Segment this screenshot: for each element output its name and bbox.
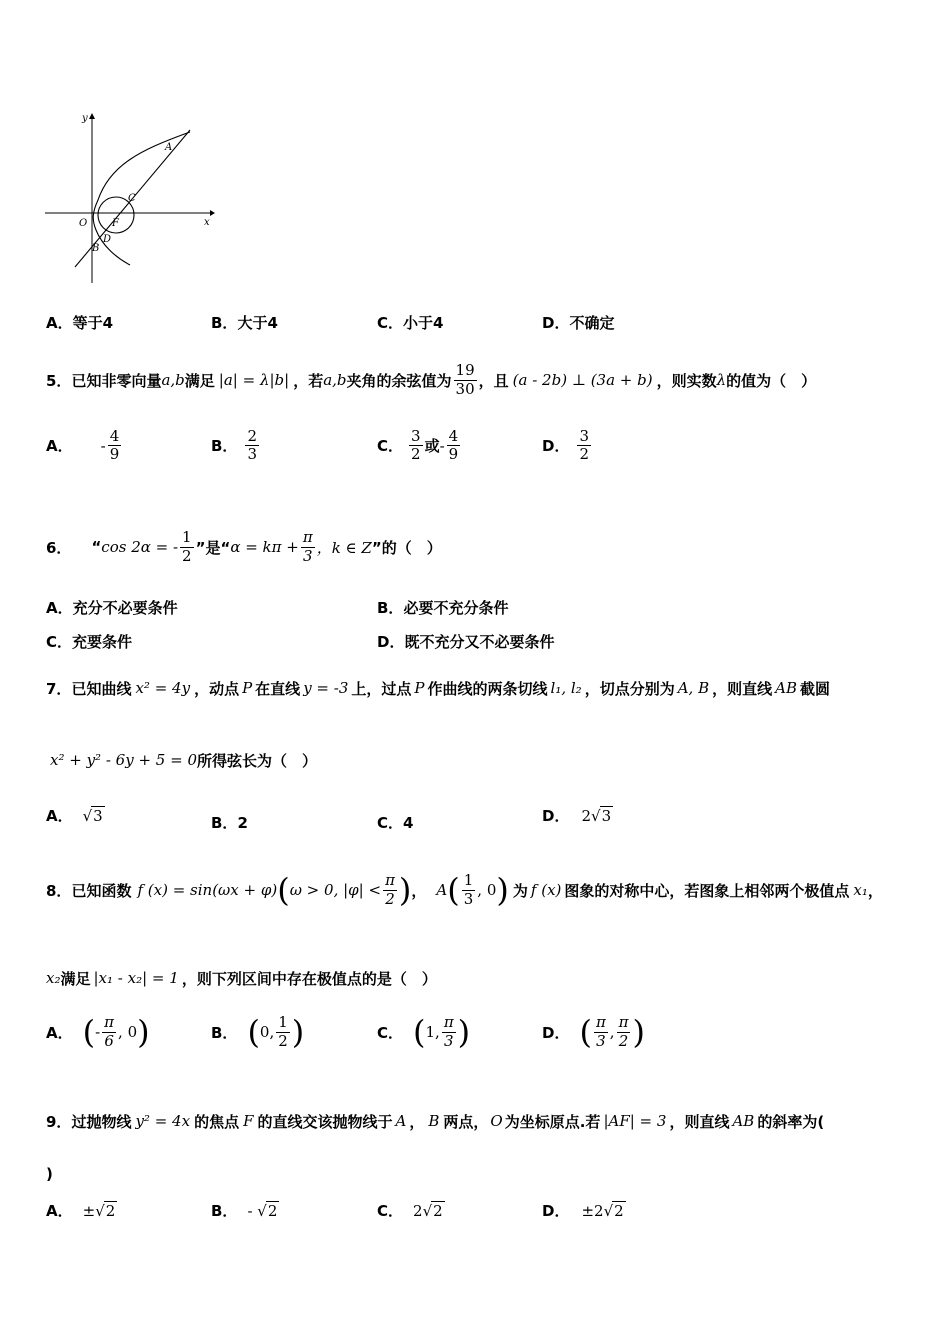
q6-option-a: A．充分不必要条件 [46,599,178,617]
q8-option-d: D． ( $\frac{\pi}{3}$ , $\frac{\pi}{2}$ ) [542,1013,645,1051]
q8-option-a: A． ( - $\frac{\pi}{6}$ , 0 ) [46,1013,150,1051]
q6-option-d: D．既不充分又不必要条件 [377,633,555,651]
q5-stem: 5． 已知非零向量 a,b 满足 |a| = λ|b| ，若 a,b 夹角的余弦值为 $\frac{19}{30}$ ，且 (a - 2b) ⊥ (3a + b) ，则实数 λ 的值为（ ） [46,361,817,398]
q4-option-b: B．大于4 [211,314,278,332]
q9-option-d: D． ±2√2 [542,1202,624,1220]
label-c: C [128,193,136,204]
q7-option-d: D． 2√3 [542,807,612,825]
q7-stem-line2: x² + y² - 6y + 5 = 0 所得弦长为（ ） [50,751,317,770]
label-a: A [165,142,173,153]
q5-option-c: C． $\frac{3}{2}$ 或 - $\frac{4}{9}$ [377,427,459,464]
q9-option-b: B． - √2 [211,1202,278,1220]
parabola-circle-figure [40,105,220,290]
q9-stem-line1: 9． 过抛物线 y² = 4x 的焦点 F 的直线交该抛物线于 A ， B 两点， O 为坐标原点.若 |AF| = 3 ，则直线 AB 的斜率为( [46,1112,825,1131]
label-y: y [82,113,88,124]
q7-option-c: C．4 [377,814,414,832]
q7-stem-line1: 7． 已知曲线 x² = 4y ，动点 P 在直线 y = -3 上，过点 P 作曲线的两条切线 l₁, l₂ ，切点分别为 A, B ，则直线 AB 截圆 [46,679,830,698]
q9-stem-line2: ) [46,1165,53,1183]
label-b: B [92,243,100,254]
label-o: O [79,218,88,229]
q5-option-d: D． $\frac{3}{2}$ [542,427,589,464]
q5-option-b: B． $\frac{2}{3}$ [211,427,257,464]
q6-option-c: C．充要条件 [46,633,133,651]
q9-option-c: C． 2√2 [377,1202,443,1220]
q4-option-a: A．等于4 [46,314,114,332]
q4-option-c: C．小于4 [377,314,444,332]
q6-option-b: B．必要不充分条件 [377,599,509,617]
q8-stem-line1: 8． 已知函数 f (x) = sin(ωx + φ) ( ω > 0, |φ| < $\frac{\pi}{2}$ ) ， A ( $\frac{1}{3}$ , 0 ) 为 f (x) 图象的对称中心，若图象上相邻两个极值点 x₁ ， [46,871,883,909]
q8-stem-line2: x₂ 满足 |x₁ - x₂| = 1 ，则下列区间中存在极值点的是（ ） [46,969,437,988]
q4-option-d: D．不确定 [542,314,615,332]
q5-option-a: A． - $\frac{4}{9}$ [46,427,120,464]
label-x: x [204,217,210,228]
label-d: D [103,234,112,245]
q8-option-c: C． ( 1, $\frac{\pi}{3}$ ) [377,1013,471,1051]
y-axis-arrow [89,113,95,119]
q6-stem: 6． “ cos 2α = - $\frac{1}{2}$ ”是“ α = kπ + $\frac{\pi}{3}$ ，k ∈ Z ”的（ ） [46,528,442,565]
label-f: F [112,218,119,229]
x-axis-arrow [210,210,215,216]
q9-option-a: A． ±√2 [46,1202,116,1220]
q8-option-b: B． ( 0, $\frac{1}{2}$ ) [211,1013,305,1051]
q7-option-a: A． √3 [46,807,103,825]
q7-option-b: B．2 [211,814,248,832]
